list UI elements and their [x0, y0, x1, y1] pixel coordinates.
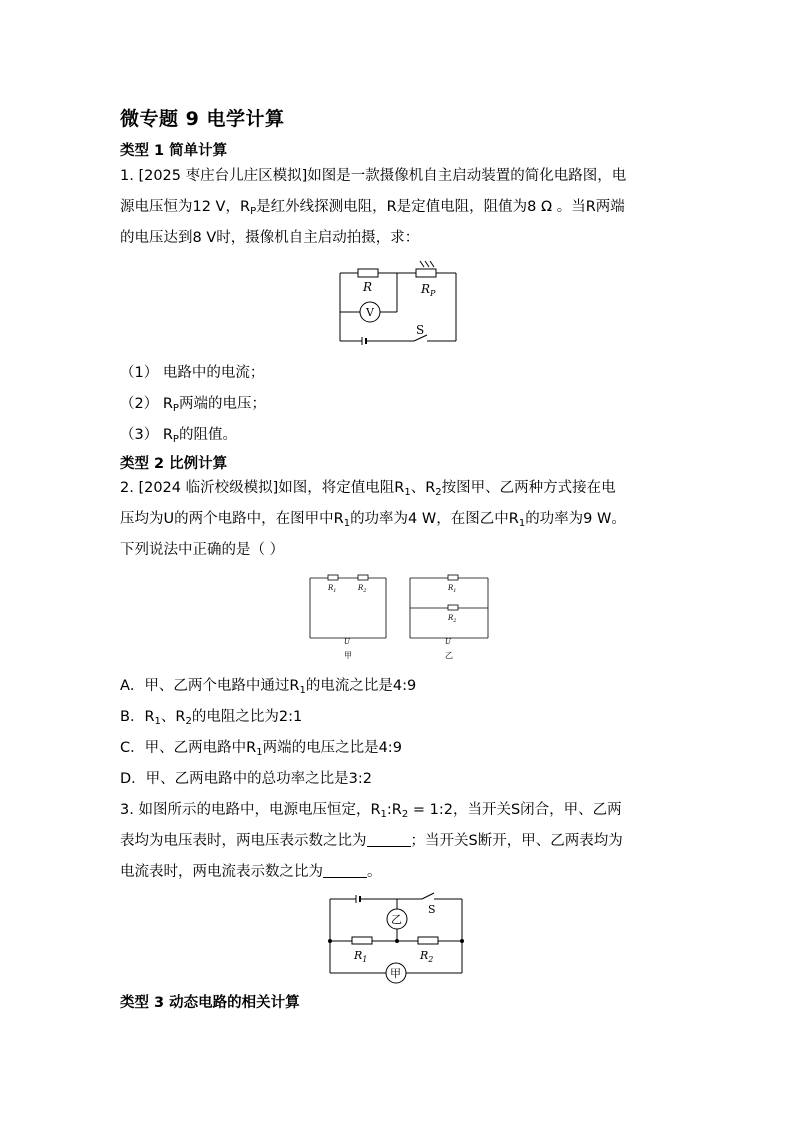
q2-line-2: 压均为U的两个电路中，在图甲中$R_1$的功率为4 W，在图乙中$R_1$的功率为9 W。: [120, 511, 626, 529]
q2-option-b: B．$R_1$、$R_2$的电阻之比为2:1: [120, 709, 303, 727]
q2-circuit-diagram: [308, 572, 492, 664]
q1-line-3: 的电压达到8 V时，摄像机自主启动拍摄，求：: [120, 230, 420, 246]
svg-text:U: U: [344, 638, 350, 646]
meter-yi-label: 乙: [391, 913, 402, 926]
section-heading-1: 类型 1 简单计算: [120, 143, 228, 159]
q1-line-2: 源电压恒为12 V，$R_P$是红外线探测电阻，R是定值电阻，阻值为8 Ω 。当R两端: [120, 199, 625, 217]
switch-label: S: [428, 903, 436, 916]
q3-line-2: 表均为电压表时，两电压表示数之比为 ；当开关S断开，甲、乙两表均为: [120, 833, 623, 849]
svg-text:R2: $R_2$: [420, 949, 434, 964]
resistor-rp: [416, 269, 436, 277]
q3-line-1: 3. 如图所示的电路中，电源电压恒定，$R_1:R_2$ = 1:2，当开关S闭合，甲、乙两: [120, 802, 622, 820]
label-s: S: [416, 323, 425, 337]
label-rp: $R_P$: [421, 282, 436, 298]
svg-text:R1: $R_1$: [354, 949, 368, 964]
resistor-r: [358, 269, 378, 277]
label-v: V: [366, 306, 374, 319]
svg-text:R2: $R_2$: [358, 584, 367, 594]
q1-line-1: 1. [2025 枣庄台儿庄区模拟]如图是一款摄像机自主启动装置的简化电路图，电: [120, 168, 627, 184]
q2-option-a: A．甲、乙两个电路中通过$R_1$的电流之比是4:9: [120, 678, 417, 696]
q2-line-3: 下列说法中正确的是（ ）: [120, 542, 285, 558]
answer-blank-2[interactable]: [323, 863, 367, 878]
svg-text:U: U: [445, 638, 451, 646]
svg-text:乙: 乙: [445, 651, 453, 660]
svg-text:R2: $R_2$: [448, 614, 457, 624]
q3-line-3: 电流表时，两电流表示数之比为 。: [120, 864, 382, 880]
page-title: 微专题 9 电学计算: [120, 108, 285, 130]
q2-option-c: C．甲、乙两电路中$R_1$两端的电压之比是4:9: [120, 740, 402, 758]
q2-line-1: 2. [2024 临沂校级模拟]如图，将定值电阻$R_1$、$R_2$按图甲、乙两种方式接在电: [120, 480, 616, 498]
q1-part-2: （2） $R_P$两端的电压；: [120, 396, 266, 414]
section-heading-2: 类型 2 比例计算: [120, 456, 228, 472]
q1-part-3: （3） $R_P$的阻值。: [120, 427, 237, 445]
q1-part-1: （1） 电路中的电流；: [120, 365, 265, 381]
q2-option-d: D．甲、乙两电路中的总功率之比是3:2: [120, 771, 372, 787]
answer-blank-1[interactable]: [367, 832, 411, 847]
svg-text:R1: $R_1$: [328, 584, 337, 594]
q1-circuit-diagram: [330, 258, 470, 350]
label-r: R: [363, 280, 373, 294]
q3-circuit-diagram: [326, 893, 468, 985]
svg-text:R1: $R_1$: [448, 584, 457, 594]
section-heading-3: 类型 3 动态电路的相关计算: [120, 995, 300, 1011]
svg-text:甲: 甲: [344, 651, 352, 660]
meter-jia-label: 甲: [390, 967, 401, 980]
